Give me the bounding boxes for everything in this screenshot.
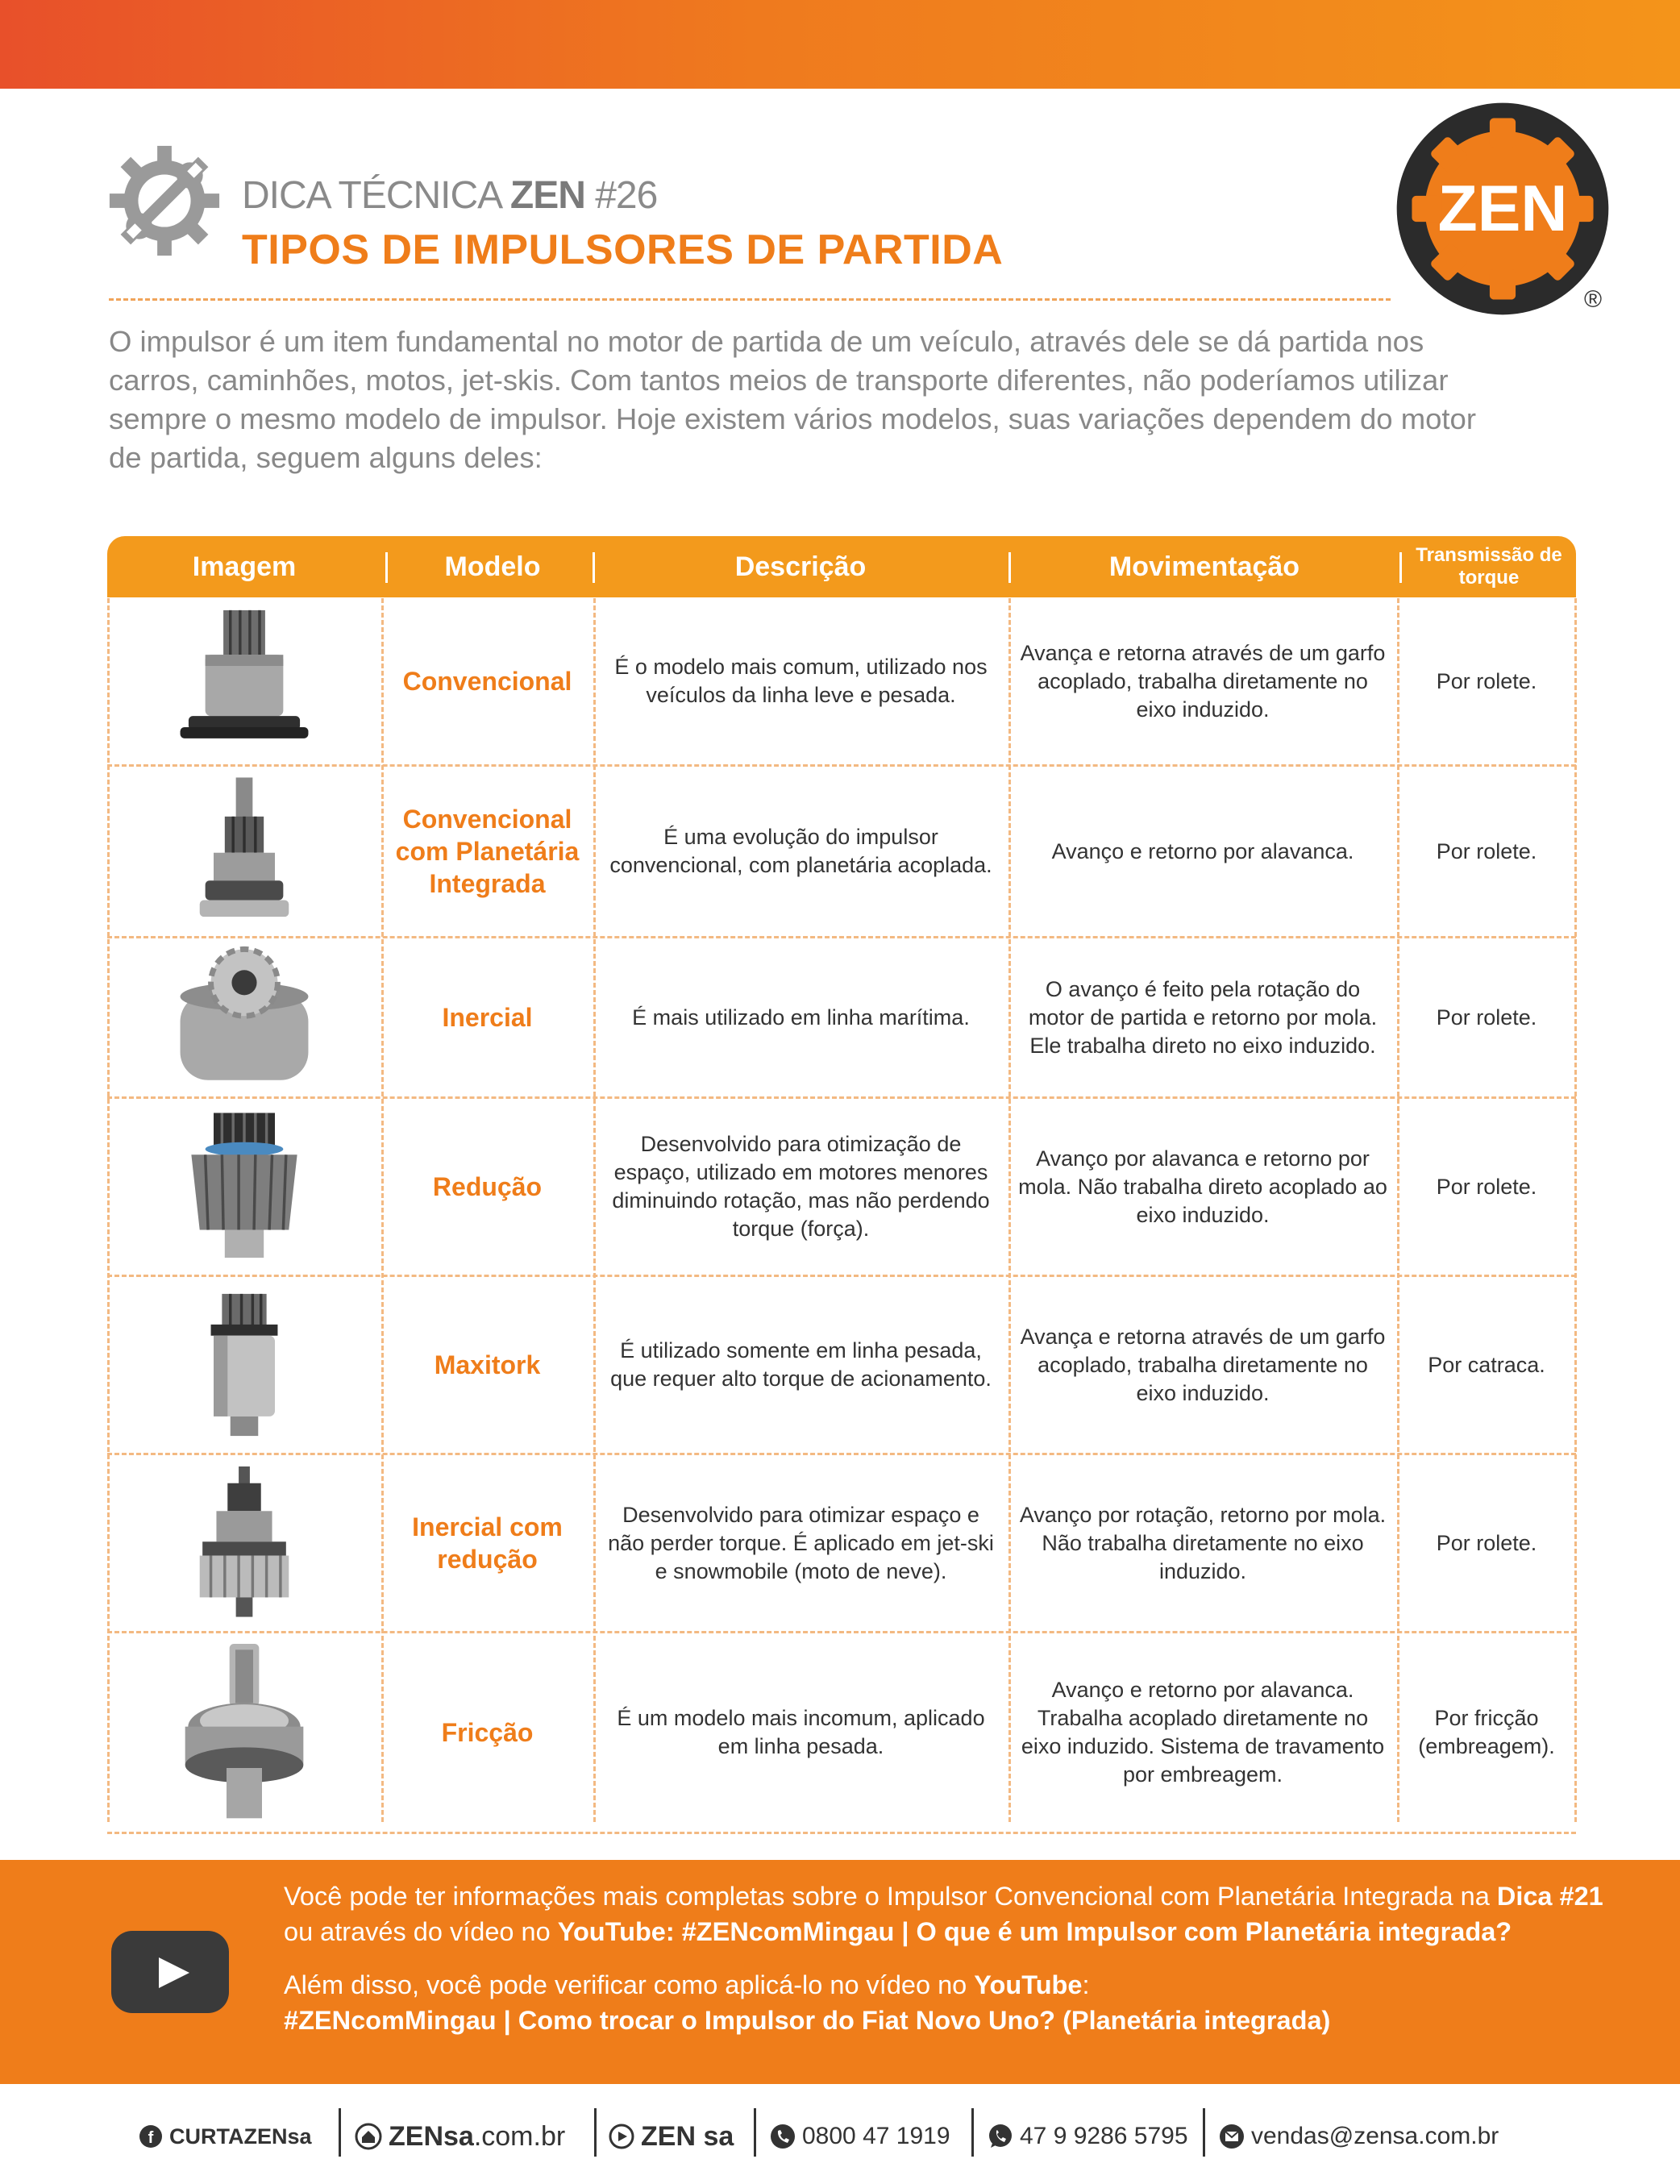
footer-separator <box>1203 2108 1205 2157</box>
torque-transmission: Por rolete. <box>1436 668 1537 693</box>
youtube-channel-link[interactable]: ZEN sa <box>609 2112 734 2161</box>
header-movement: Movimentação <box>1108 551 1300 582</box>
intro-paragraph: O impulsor é um item fundamental no motor de partida de um veículo, através dele se dá partida nos carros, caminhões, motos, jet-skis. Com tantos meios de transporte diferentes, não poderíamos utilizar sempre o mesmo modelo de impulsor. Hoje existem vários modelos, suas variações dependem do motor de partida, seguem alguns deles: <box>109 325 1477 474</box>
whatsapp-link[interactable]: 47 9 9286 5795 <box>988 2112 1188 2161</box>
page-title: TIPOS DE IMPULSORES DE PARTIDA <box>242 227 1004 273</box>
banner-line-2: ou através do vídeo no YouTube: #ZENcomMingau | O que é um Impulsor com Planetária integrada? <box>284 1917 1512 1946</box>
drive-inertial-reduction-icon <box>156 1466 333 1620</box>
youtube-play-icon[interactable] <box>111 1931 229 2013</box>
whatsapp-icon <box>988 2124 1013 2149</box>
movement: Avanço por rotação, retorno por mola. Não trabalha diretamente no eixo induzido. <box>1019 1502 1387 1583</box>
drive-planetary-icon <box>156 775 333 928</box>
table-body <box>107 598 1576 1834</box>
table-row <box>107 767 1576 938</box>
website-link[interactable]: ZENsa .com.br <box>355 2112 565 2161</box>
zen-logo <box>1395 101 1611 317</box>
drive-maxitork-icon <box>156 1288 333 1441</box>
footer-separator <box>594 2108 597 2157</box>
banner-line-3: Além disso, você pode verificar como aplicá-lo no vídeo no YouTube: <box>284 1970 1090 1999</box>
description: É o modelo mais comum, utilizado nos veículos da linha leve e pesada. <box>614 655 988 707</box>
drive-types-table <box>107 536 1576 597</box>
description: É mais utilizado em linha marítima. <box>632 1005 970 1030</box>
drive-reduction-icon <box>156 1110 333 1263</box>
table-row <box>107 1633 1576 1834</box>
drive-friction-icon <box>156 1644 333 1821</box>
model-name: Fricção <box>441 1718 534 1747</box>
facebook-icon <box>139 2124 163 2149</box>
drive-inertial-icon <box>156 941 333 1094</box>
dica-link[interactable]: Dica #21 <box>1496 1882 1603 1911</box>
description: É utilizado somente em linha pesada, que requer alto torque de acionamento. <box>610 1338 992 1391</box>
model-name: Maxitork <box>434 1350 541 1379</box>
torque-transmission: Por catraca. <box>1428 1352 1545 1377</box>
movement: Avança e retorna através de um garfo acoplado, trabalha diretamente no eixo induzido. <box>1020 640 1386 722</box>
movement: Avanço por alavanca e retorno por mola. Não trabalha direto acoplado ao eixo induzido. <box>1018 1146 1387 1227</box>
top-color-bar <box>0 0 1680 89</box>
svg-text:f: f <box>148 2129 154 2147</box>
torque-transmission: Por rolete. <box>1436 1174 1537 1199</box>
torque-transmission: Por rolete. <box>1436 1005 1537 1030</box>
footer-contacts <box>0 2112 1680 2161</box>
torque-transmission: Por rolete. <box>1436 838 1537 863</box>
phone-link[interactable]: 0800 47 1919 <box>770 2112 950 2161</box>
header-torque: Transmissão de torque <box>1416 544 1562 589</box>
movement: Avança e retorna através de um garfo acoplado, trabalha diretamente no eixo induzido. <box>1020 1324 1386 1405</box>
header-image: Imagem <box>192 551 297 582</box>
movement: Avanço e retorno por alavanca. Trabalha acoplado diretamente no eixo induzido. Sistema de travamento por embreagem. <box>1021 1678 1385 1787</box>
torque-transmission: Por rolete. <box>1436 1530 1537 1555</box>
home-icon <box>355 2123 382 2150</box>
table-row <box>107 1277 1576 1455</box>
email-icon <box>1219 2124 1245 2149</box>
torque-transmission: Por fricção (embreagem). <box>1418 1706 1555 1758</box>
description: É um modelo mais incomum, aplicado em linha pesada. <box>617 1706 985 1758</box>
tip-number-title: DICA TÉCNICA ZEN #26 <box>242 174 658 217</box>
footer-separator <box>339 2108 341 2157</box>
description: Desenvolvido para otimização de espaço, utilizado em motores menores diminuindo rotação, mas não perdendo torque (força). <box>612 1132 990 1241</box>
phone-icon <box>770 2124 796 2149</box>
table-row <box>107 938 1576 1099</box>
header-description: Descrição <box>734 551 867 582</box>
movement: Avanço e retorno por alavanca. <box>1051 838 1354 863</box>
table-row <box>107 598 1576 767</box>
model-name: Inercial <box>442 1003 533 1032</box>
title-divider <box>109 298 1391 301</box>
banner-line-1: Você pode ter informações mais completas sobre o Impulsor Convencional com Planetária Integrada na Dica #21 <box>284 1882 1603 1911</box>
footer-separator <box>754 2108 756 2157</box>
description: Desenvolvido para otimizar espaço e não perder torque. É aplicado em jet-ski e snowmobile (moto de neve). <box>608 1502 994 1583</box>
youtube-icon <box>609 2124 634 2149</box>
description: É uma evolução do impulsor convencional, com planetária acoplada. <box>609 825 992 877</box>
movement: O avanço é feito pela rotação do motor de partida e retorno por mola. Ele trabalha direto no eixo induzido. <box>1028 976 1378 1058</box>
youtube-video-link-1[interactable]: YouTube: #ZENcomMingau | O que é um Impulsor com Planetária integrada? <box>557 1917 1512 1946</box>
email-link[interactable]: vendas@zensa.com.br <box>1219 2112 1499 2161</box>
model-name: Convencional com Planetária Integrada <box>395 805 580 898</box>
registered-mark: ® <box>1584 286 1603 313</box>
table-row <box>107 1455 1576 1633</box>
youtube-video-link-2[interactable]: #ZENcomMingau | Como trocar o Impulsor do Fiat Novo Uno? (Planetária integrada) <box>284 2006 1331 2035</box>
drive-conventional-icon <box>156 605 333 758</box>
facebook-link[interactable]: f CURTAZENsa <box>139 2112 312 2161</box>
svg-text:ZEN: ZEN <box>1437 172 1568 245</box>
table-header <box>107 536 1576 597</box>
model-name: Convencional <box>402 667 572 696</box>
header-model: Modelo <box>444 551 541 582</box>
table-row <box>107 1099 1576 1277</box>
footer-separator <box>971 2108 974 2157</box>
model-name: Redução <box>432 1172 543 1201</box>
model-name: Inercial com redução <box>412 1512 563 1574</box>
gear-wrench-icon <box>105 141 224 260</box>
